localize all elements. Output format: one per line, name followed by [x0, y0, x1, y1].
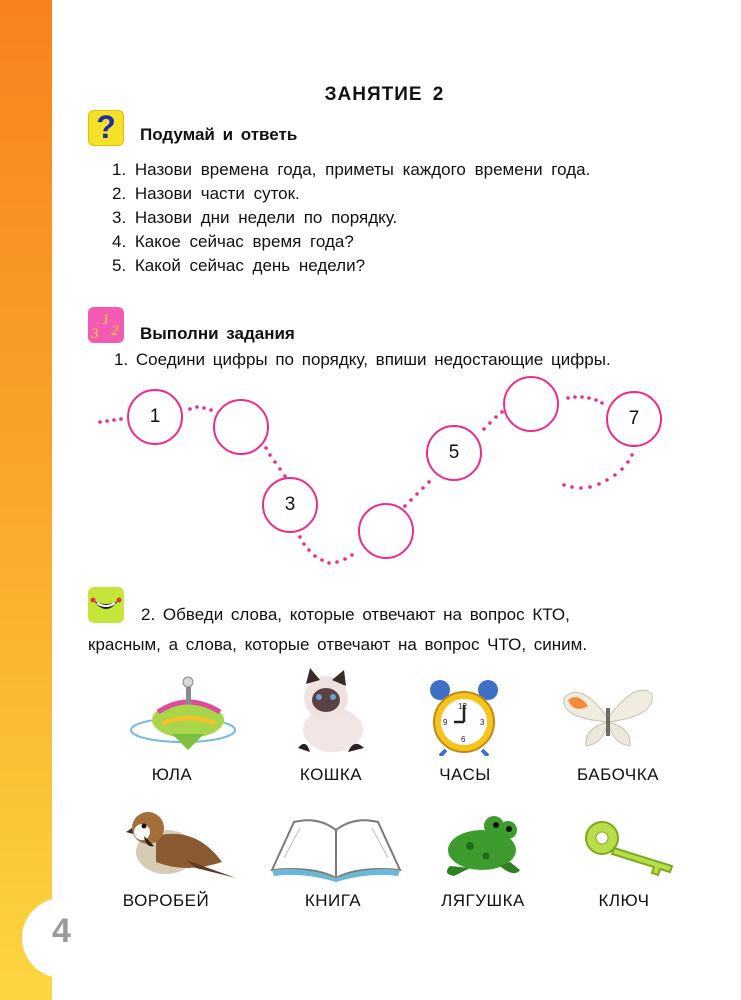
list-item: 3. Назови дни недели по порядку.: [112, 208, 398, 227]
word-card[interactable]: ЧАСЫ: [439, 765, 491, 784]
cat-picture: [288, 668, 374, 756]
smile-icon: [88, 587, 124, 623]
alarm-clock-picture: [426, 678, 502, 756]
svg-text:6: 6: [461, 735, 466, 744]
page-title: ЗАНЯТИЕ 2: [324, 84, 445, 105]
task-2-line-2: красным, а слова, которые отвечают на вопрос ЧТО, синим.: [88, 635, 588, 654]
word-card[interactable]: КНИГА: [304, 891, 362, 910]
word-card[interactable]: КОШКА: [299, 765, 363, 784]
svg-text:3: 3: [91, 326, 99, 342]
word-card[interactable]: ЛЯГУШКА: [441, 891, 525, 910]
section-heading-think: Подумай и ответь: [140, 125, 298, 144]
svg-text:12: 12: [458, 702, 467, 711]
list-item: 2. Назови части суток.: [112, 184, 300, 203]
section-heading-tasks: Выполни задания: [140, 324, 295, 343]
task-2-line-1: 2. Обведи слова, которые отвечают на вопрос КТО,: [141, 605, 570, 624]
page-number: 4: [52, 912, 71, 950]
butterfly-picture: [560, 684, 656, 750]
number-circle-7[interactable]: 7: [606, 391, 662, 447]
svg-text:1: 1: [102, 312, 110, 328]
number-circle-3[interactable]: 3: [262, 477, 318, 533]
list-item: 5. Какой сейчас день недели?: [112, 256, 366, 275]
word-card[interactable]: ЮЛА: [151, 765, 193, 784]
task-1-text: 1. Соедини цифры по порядку, впиши недостающие цифры.: [114, 350, 611, 369]
svg-text:3: 3: [480, 718, 485, 727]
list-item: 1. Назови времена года, приметы каждого времени года.: [112, 160, 591, 179]
number-circle-1[interactable]: 1: [127, 389, 183, 445]
book-picture: [270, 812, 402, 882]
spinning-top-picture: [128, 672, 238, 754]
svg-text:9: 9: [443, 718, 448, 727]
frog-picture: [440, 812, 524, 878]
key-picture: [582, 820, 678, 876]
sparrow-picture: [126, 806, 238, 886]
number-circle-empty[interactable]: [213, 399, 269, 455]
word-card[interactable]: ВОРОБЕЙ: [122, 891, 210, 910]
number-circle-empty[interactable]: [503, 376, 559, 432]
number-circle-empty[interactable]: [358, 503, 414, 559]
list-item: 4. Какое сейчас время года?: [112, 232, 354, 251]
word-card[interactable]: БАБОЧКА: [576, 765, 659, 784]
question-icon: ?: [88, 110, 124, 146]
word-card[interactable]: КЛЮЧ: [598, 891, 650, 910]
number-circle-5[interactable]: 5: [426, 425, 482, 481]
svg-text:2: 2: [111, 323, 119, 339]
